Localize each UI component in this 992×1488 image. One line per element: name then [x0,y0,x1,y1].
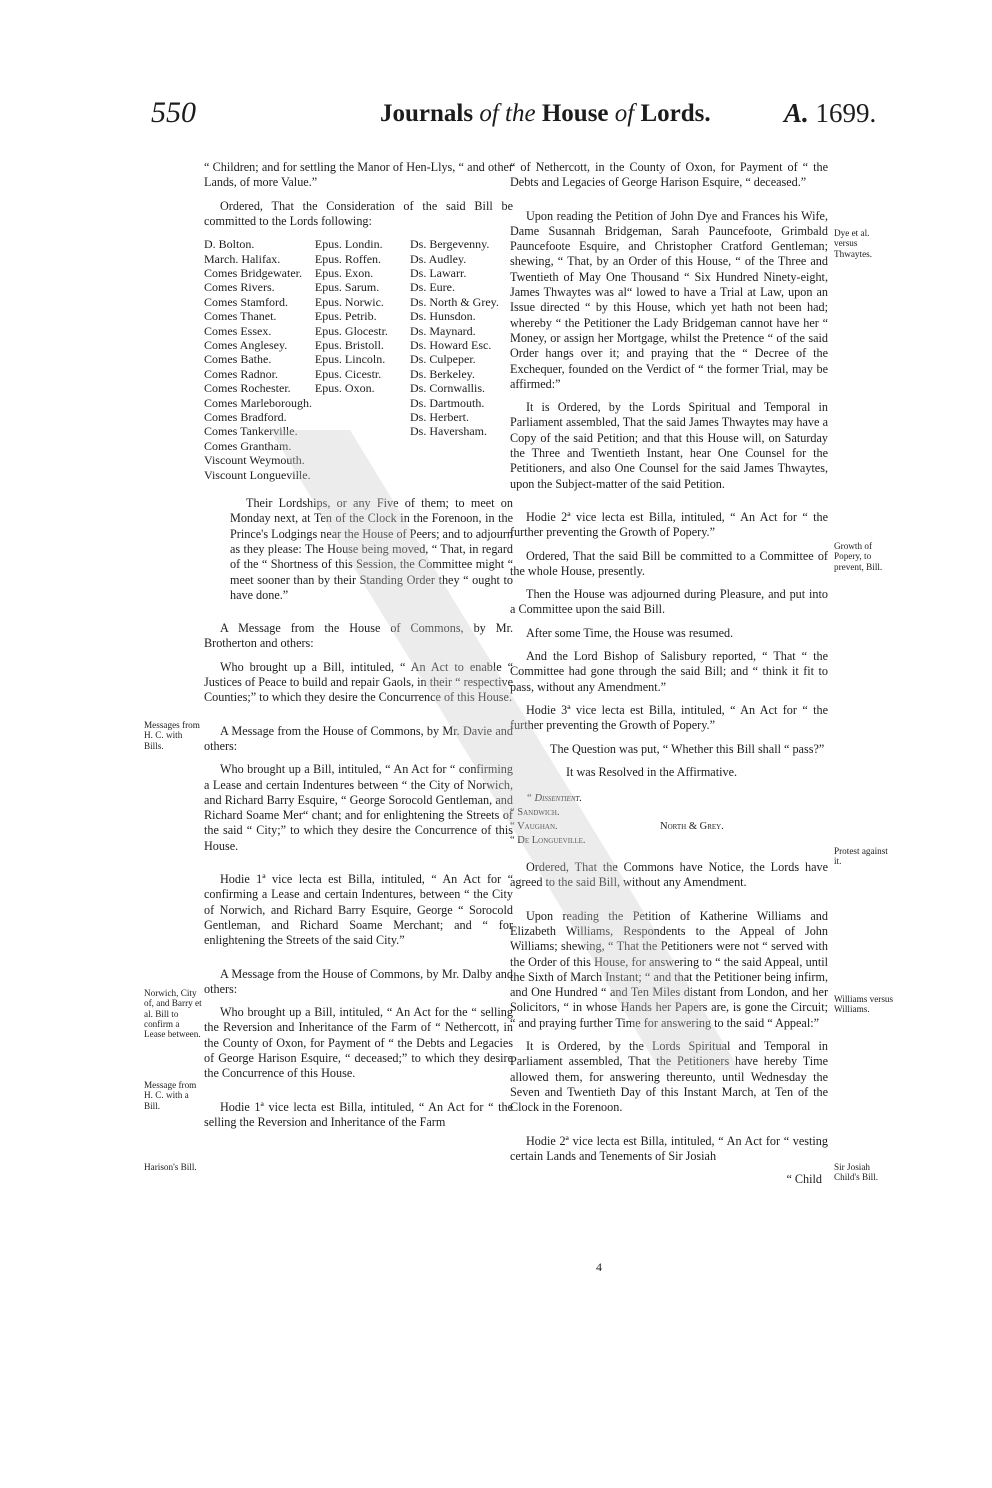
roster-entry: Epus. Petrib. [314,309,377,324]
dissent-heading: “ Dissentient. [526,793,583,805]
roster-entry: Comes Radnor. [204,366,278,381]
paragraph: Who brought up a Bill, intituled, “ An Act for “ confirming a Lease and certain Indentures between “ the City of Norwich, and Richard Barry Esquire, “ George Sorocold Gentleman, and Richard Soame Mer“ chant; and for enlightening the Streets of the said “ City;” to which they desire the Concurrence of this House. [204,762,513,853]
roster-entry: Epus. Oxon. [314,381,375,396]
paragraph: Hodie 3ª vice lecta est Billa, intituled, “ An Act for “ the further preventing the Growth of Popery.” [510,702,828,733]
roster-entry: Epus. Exon. [314,266,374,280]
margin-note: Dye et al. versus Thwaytes. [834,228,873,259]
roster-entry: Ds. Howard Esc. [410,338,492,353]
roster-entry: Comes Marleborough. [204,395,312,410]
roster-entry: Ds. Berkeley. [410,366,475,381]
paragraph: Upon reading the Petition of Katherine Williams and Elizabeth Williams, Respondents to the Appeal of John Williams; shewing, “ That the Petitioners were not “ served with the Order of this House, for answering to “ the said Appeal, until the Sixth of March Instant; “ and that the Petitioner being infirm, and One Hundred “ and Ten Miles distant from London, and her Solicitors, “ in whose Hands her Papers are, is gone the Circuit; “ and praying further Time for answering to the said “ Appeal:” [510,908,828,1030]
paragraph: Then the House was adjourned during Pleasure, and put into a Committee upon the said Bill. [510,587,828,617]
dissent-name: North & Grey. [660,821,724,833]
paragraph: The Question was put, “ Whether this Bill shall “ pass?” [550,741,825,756]
paragraph: A Message from the House of Commons, by Mr. Davie and others: [204,723,513,753]
roster-entry: Ds. North & Grey. [410,294,499,309]
paragraph: Ordered, That the Commons have Notice, the Lords have agreed to the said Bill, without any Amendment. [510,860,828,890]
roster-entry: Comes Tankerville. [204,424,298,439]
roster-column-temporal [204,237,313,482]
roster-entry: Comes Rochester. [204,381,291,396]
roster-column-bishops [315,237,408,482]
paragraph: Ordered, That the said Bill be committed to a Committee of the whole House, presently. [510,548,828,578]
roster-entry: Comes Anglesey. [204,338,288,353]
roster-entry: Comes Bradford. [204,410,287,425]
roster-entry: Ds. Haversham. [410,424,487,439]
roster-entry: Epus. Lincoln. [314,352,386,367]
dissent-name: “ Sandwich. [510,807,560,819]
dissent-name: “ Vaughan. [510,821,558,833]
paragraph: A Message from the House of Commons, by Mr. Dalby and others: [204,966,513,996]
right-column [510,160,828,1187]
paragraph: Hodie 2ª vice lecta est Billa, intituled, “ An Act for “ the further preventing the Growth of Popery.” [510,509,828,540]
margin-note: Williams versus Williams. [834,994,894,1015]
roster-entry: Comes Grantham. [204,438,292,453]
left-column [204,160,513,1138]
roster-entry: Ds. Culpeper. [410,352,476,367]
paragraph: Who brought up a Bill, intituled, “ An Act to enable “ Justices of Peace to build and repair Gaols, in their “ respective Counties;” to which they desire the Concurrence of this House. [204,659,513,705]
catchword: “ Child [786,1172,822,1187]
roster-entry: Comes Rivers. [204,280,275,295]
margin-note: Message from H. C. with a Bill. [144,1080,197,1111]
roster-entry: Comes Stamford. [204,294,288,309]
roster-entry: March. Halifax. [204,251,281,266]
roster-entry: Epus. Bristoll. [314,338,384,353]
roster-entry: Ds. Audley. [410,251,467,266]
signature-mark: 4 [596,1260,602,1274]
journal-title: Journals of the House of Lords. [380,100,711,127]
paragraph: “ of Nethercott, in the County of Oxon, for Payment of “ the Debts and Legacies of George Harison Esquire, “ deceased.” [510,160,828,190]
roster-entry: Epus. Norwic. [314,294,384,309]
roster-entry: Epus. Londin. [314,237,383,252]
roster-entry: Comes Bathe. [204,352,272,367]
paragraph: “ Children; and for settling the Manor of Hen-Llys, “ and other Lands, of more Value.” [204,160,513,190]
margin-note: Protest against it. [834,846,888,867]
margin-note: Messages from H. C. with Bills. [144,720,200,751]
roster-entry: Ds. Maynard. [410,323,476,338]
paragraph: Their Lordships, or any Five of them; to meet on Monday next, at Ten of the Clock in the Forenoon, in the Prince's Lodgings near the House of Peers; and to adjourn as they please: The House being moved, “ That, in regard of the “ Shortness of this Session, the Committee might “ meet sooner than by their Standing Order they “ ought to have done.” [230,496,513,602]
roster-entry: Epus. Roffen. [314,251,382,266]
paragraph: Who brought up a Bill, intituled, “ An Act for the “ selling the Reversion and Inheritance of the Farm of “ Nethercott, in the County of Oxon, for Payment of “ the Debts and Legacies of George Harison Esquire, “ deceased;” to which they desire the Concurrence of this House. [204,1005,513,1081]
roster-entry: Ds. Eure. [410,280,455,295]
paragraph: Hodie 1ª vice lecta est Billa, intituled, “ An Act for “ confirming a Lease and certain Indentures, between “ the City of Norwich, and Richard Barry Esquire, George “ Sorocold Gentleman, and Richard Soame Merchant; and “ for enlightening the Streets of the said City.” [204,872,513,948]
dissent-name: “ De Longueville. [510,835,586,847]
roster-entry: Comes Essex. [204,323,272,338]
running-header [0,96,992,146]
margin-note: Harison's Bill. [144,1162,197,1172]
paragraph: Ordered, That the Consideration of the said Bill be committed to the Lords following: [204,198,513,228]
roster-entry: Viscount Weymouth. [204,453,305,468]
roster-entry: D. Bolton. [204,237,255,252]
paragraph: After some Time, the House was resumed. [526,625,734,640]
roster-entry: Ds. Dartmouth. [410,395,485,410]
committee-roster [204,237,513,482]
dissent-list [510,792,828,848]
roster-entry: Comes Thanet. [204,309,277,324]
roster-entry: Ds. Hunsdon. [410,309,476,324]
paragraph: It is Ordered, by the Lords Spiritual and Temporal in Parliament assembled, That the Petitioners have hereby Time allowed them, for answering thereunto, until Wednesday the Seven and Twentieth Day of this Instant March, at Ten of the Clock in the Forenoon. [510,1039,828,1115]
paragraph: Hodie 2ª vice lecta est Billa, intituled, “ An Act for “ vesting certain Lands and Tenements of Sir Josiah [510,1133,828,1163]
page-number: 550 [151,96,196,129]
roster-entry: Epus. Cicestr. [314,366,382,381]
paragraph: Hodie 1ª vice lecta est Billa, intituled, “ An Act for “ the selling the Reversion and Inheritance of the Farm [204,1099,513,1129]
roster-entry: Epus. Glocestr. [314,323,388,338]
paragraph: Upon reading the Petition of John Dye and Frances his Wife, Dame Susannah Bridgeman, Sarah Pauncefoote, Grimbald Pauncefoote Esquire, and Christopher Cratford Gentleman; shewing, “ That, by an Order of this House, “ of the Three and Twentieth of May One Thousand “ Six Hundred Ninety-eight, James Thwaytes was al“ lowed to have a Trial at Law, upon an Issue directed “ by this House, which yet hath not been had; whereby “ the Petitioner the Lady Bridgeman cannot have her “ Money, or assign her Mortgage, whilst the Pretence “ of the said Order hangs over it; and praying that the “ Decree of the Exchequer, founded on the Verdict of “ the former Trial, may be affirmed:” [510,208,828,391]
margin-note: Growth of Popery, to prevent, Bill. [834,541,883,572]
header-year: A. 1699. [784,98,877,128]
roster-entry: Comes Bridgewater. [204,266,302,280]
paragraph: It was Resolved in the Affirmative. [566,764,738,779]
roster-entry: Ds. Herbert. [410,410,469,425]
paragraph: A Message from the House of Commons, by Mr. Brotherton and others: [204,621,513,651]
roster-entry: Viscount Longueville. [204,467,311,482]
roster-entry: Epus. Sarum. [314,280,380,295]
paragraph: And the Lord Bishop of Salisbury reported, “ That “ the Committee had gone through the said Bill; and “ think it fit to pass, without any Amendment.” [510,649,828,694]
dissent-row [510,820,828,834]
margin-note: Sir Josiah Child's Bill. [834,1162,879,1183]
paragraph: It is Ordered, by the Lords Spiritual and Temporal in Parliament assembled, That the said James Thwaytes may have a Copy of the said Petition; and that this House will, on Saturday the Three and Twentieth Instant, hear One Counsel for the Petitioners, and also One Counsel for the said James Thwaytes, upon the Subject-matter of the said Petition. [510,400,828,491]
roster-entry: Ds. Bergevenny. [410,237,490,252]
margin-note: Norwich, City of, and Barry et al. Bill to confirm a Lease between. [144,988,202,1040]
roster-entry: Ds. Cornwallis. [410,381,485,396]
roster-column-barons [410,237,513,482]
roster-entry: Ds. Lawarr. [410,266,467,280]
